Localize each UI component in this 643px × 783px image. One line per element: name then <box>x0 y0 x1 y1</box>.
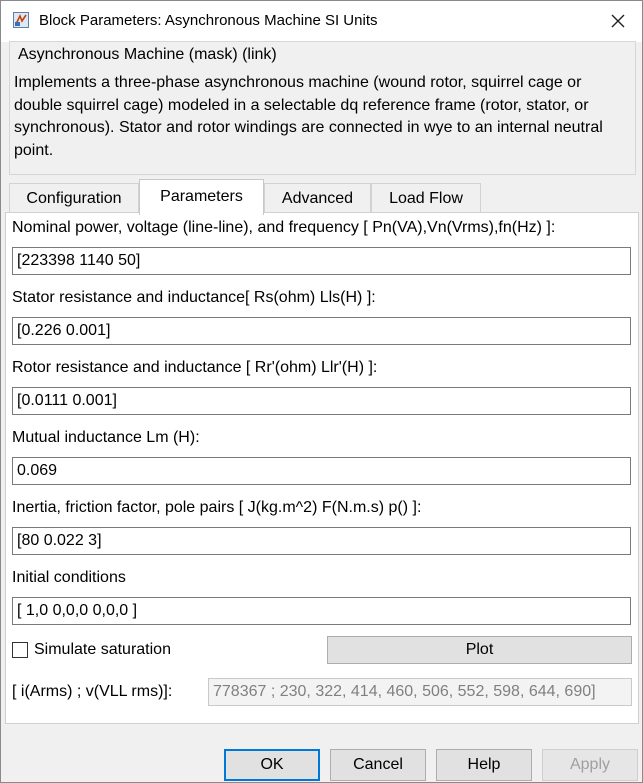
saturation-data-value: 778367 ; 230, 322, 414, 460, 506, 552, 598, 644, 690] <box>213 683 596 700</box>
tab-load-flow[interactable]: Load Flow <box>371 183 481 213</box>
simulate-saturation-label[interactable]: Simulate saturation <box>34 641 171 658</box>
parameters-panel <box>5 212 639 724</box>
simulink-block-icon <box>13 12 29 28</box>
ok-button[interactable]: OK <box>224 749 320 781</box>
inertia-label: Inertia, friction factor, pole pairs [ J(kg.m^2) F(N.m.s) p() ]: <box>12 499 422 516</box>
simulate-saturation-checkbox[interactable] <box>12 642 28 658</box>
close-icon[interactable] <box>608 11 628 31</box>
mask-description: Implements a three-phase asynchronous machine (wound rotor, squirrel cage or double squirrel cage) modeled in a selectable dq reference frame (rotor, stator, or synchronous). Stator and rotor windings are connected in wye to an internal neutral point. <box>14 74 603 159</box>
title-bar[interactable] <box>1 1 642 42</box>
window-title: Block Parameters: Asynchronous Machine SI Units <box>39 12 378 29</box>
help-button[interactable]: Help <box>436 749 532 781</box>
initial-conditions-field[interactable]: [ 1,0 0,0,0 0,0,0 ] <box>12 597 631 625</box>
saturation-data-label: [ i(Arms) ; v(VLL rms)]: <box>12 683 173 700</box>
saturation-data-field <box>208 678 632 706</box>
rotor-label: Rotor resistance and inductance [ Rr'(ohm) Llr'(H) ]: <box>12 359 378 376</box>
plot-button[interactable]: Plot <box>327 636 632 664</box>
mutual-inductance-label: Mutual inductance Lm (H): <box>12 429 200 446</box>
stator-label: Stator resistance and inductance[ Rs(ohm) Lls(H) ]: <box>12 289 376 306</box>
nominal-field[interactable]: [223398 1140 50] <box>12 247 631 275</box>
mutual-inductance-field[interactable]: 0.069 <box>12 457 631 485</box>
mask-title: Asynchronous Machine (mask) (link) <box>18 46 277 63</box>
tab-advanced[interactable]: Advanced <box>264 183 371 213</box>
cancel-button[interactable]: Cancel <box>330 749 426 781</box>
tab-bar <box>9 181 636 213</box>
rotor-field[interactable]: [0.0111 0.001] <box>12 387 631 415</box>
stator-field[interactable]: [0.226 0.001] <box>12 317 631 345</box>
nominal-label: Nominal power, voltage (line-line), and frequency [ Pn(VA),Vn(Vrms),fn(Hz) ]: <box>12 219 556 236</box>
apply-button[interactable]: Apply <box>542 749 638 781</box>
tab-configuration[interactable]: Configuration <box>9 183 139 213</box>
initial-conditions-label: Initial conditions <box>12 569 126 586</box>
mask-description-group <box>9 41 636 175</box>
tab-parameters[interactable]: Parameters <box>139 179 264 215</box>
inertia-field[interactable]: [80 0.022 3] <box>12 527 631 555</box>
